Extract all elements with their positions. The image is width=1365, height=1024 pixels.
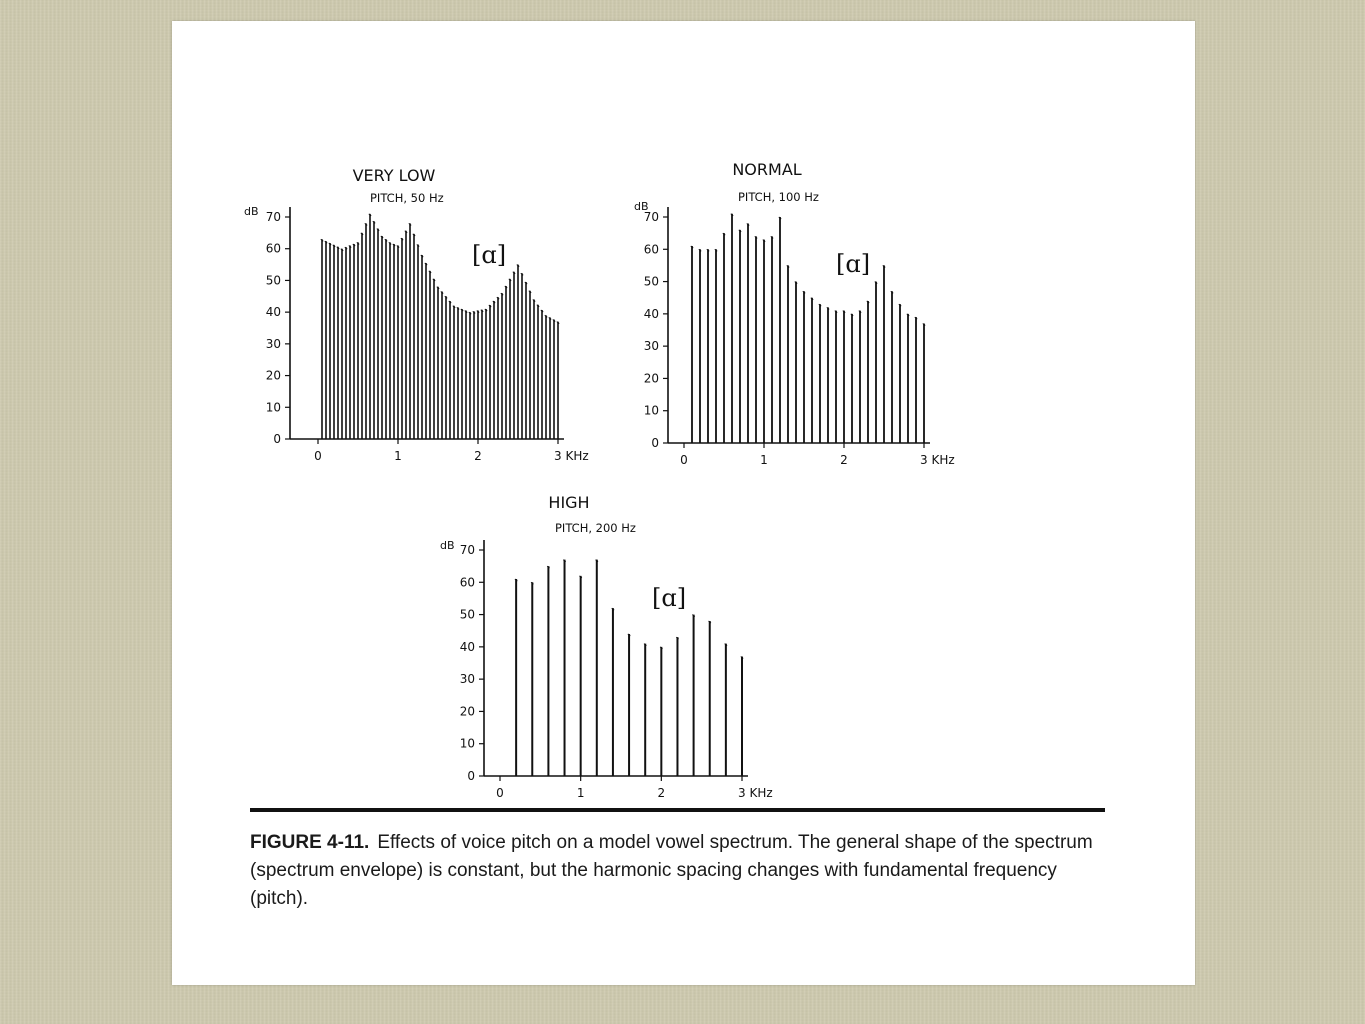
caption-rule	[250, 808, 1105, 812]
y-tick-label: 70	[643, 210, 659, 224]
y-tick-label: 60	[643, 242, 659, 257]
y-tick-label: 70	[459, 543, 475, 557]
x-tick-label: 3 KHz	[554, 449, 589, 463]
harmonic-bars	[515, 560, 743, 776]
x-tick-label: 1	[760, 453, 768, 467]
chart-title: VERY LOW	[352, 166, 436, 185]
y-tick-label: 50	[459, 607, 475, 622]
y-tick-label: 70	[265, 210, 281, 224]
spectrum-chart-2	[634, 160, 955, 467]
figure-caption-label: FIGURE 4-11.	[250, 832, 370, 853]
spectrum-chart-3	[440, 493, 773, 800]
x-tick-label: 1	[576, 786, 585, 800]
y-tick-label: 40	[643, 306, 659, 321]
y-tick-label: 20	[643, 371, 659, 386]
chart-subtitle: PITCH, 200 Hz	[555, 521, 636, 535]
y-tick-label: 30	[459, 672, 475, 687]
chart-title: NORMAL	[732, 160, 802, 179]
x-tick-label: 2	[840, 453, 848, 467]
y-tick-label: 60	[265, 241, 281, 256]
y-axis-label: dB	[634, 200, 649, 213]
y-axis-label: dB	[440, 539, 455, 552]
x-tick-label: 3 KHz	[738, 786, 773, 800]
x-tick-label: 1	[394, 449, 402, 463]
chart-title: HIGH	[548, 493, 590, 512]
y-tick-label: 60	[459, 575, 475, 590]
spectrum-chart-1	[244, 166, 589, 463]
y-tick-label: 50	[643, 274, 659, 289]
x-tick-label: 2	[474, 449, 482, 463]
y-axis-label: dB	[244, 205, 259, 218]
x-tick-label: 0	[314, 449, 322, 463]
x-tick-label: 0	[496, 786, 504, 800]
y-tick-label: 10	[643, 403, 659, 418]
x-tick-label: 2	[657, 786, 666, 800]
slide-page	[172, 21, 1195, 985]
chart-subtitle: PITCH, 100 Hz	[738, 190, 819, 204]
y-tick-label: 10	[459, 736, 475, 751]
y-tick-label: 50	[265, 273, 281, 288]
x-tick-label: 0	[680, 453, 688, 467]
y-tick-label: 20	[459, 704, 475, 719]
y-tick-label: 40	[459, 639, 475, 654]
vowel-label: [ɑ]	[472, 241, 507, 269]
y-tick-label: 40	[265, 305, 281, 320]
y-tick-label: 0	[273, 432, 281, 446]
vowel-label: [ɑ]	[836, 250, 871, 278]
x-tick-label: 3 KHz	[920, 453, 955, 467]
y-tick-label: 30	[265, 336, 281, 351]
vowel-label: [ɑ]	[652, 584, 687, 612]
y-tick-label: 30	[643, 339, 659, 354]
y-tick-label: 10	[265, 400, 281, 415]
y-tick-label: 0	[467, 769, 475, 783]
harmonic-bars	[321, 214, 559, 439]
figure-caption	[250, 829, 1110, 913]
harmonic-bars	[691, 214, 925, 443]
figure-caption-text: Effects of voice pitch on a model vowel spectrum. The general shape of the spectrum (spectrum envelope) is constant, but the harmonic spacing changes with fundamental frequency (pitch).	[250, 832, 1093, 909]
y-tick-label: 20	[265, 368, 281, 383]
y-tick-label: 0	[651, 436, 659, 450]
chart-subtitle: PITCH, 50 Hz	[370, 191, 444, 205]
